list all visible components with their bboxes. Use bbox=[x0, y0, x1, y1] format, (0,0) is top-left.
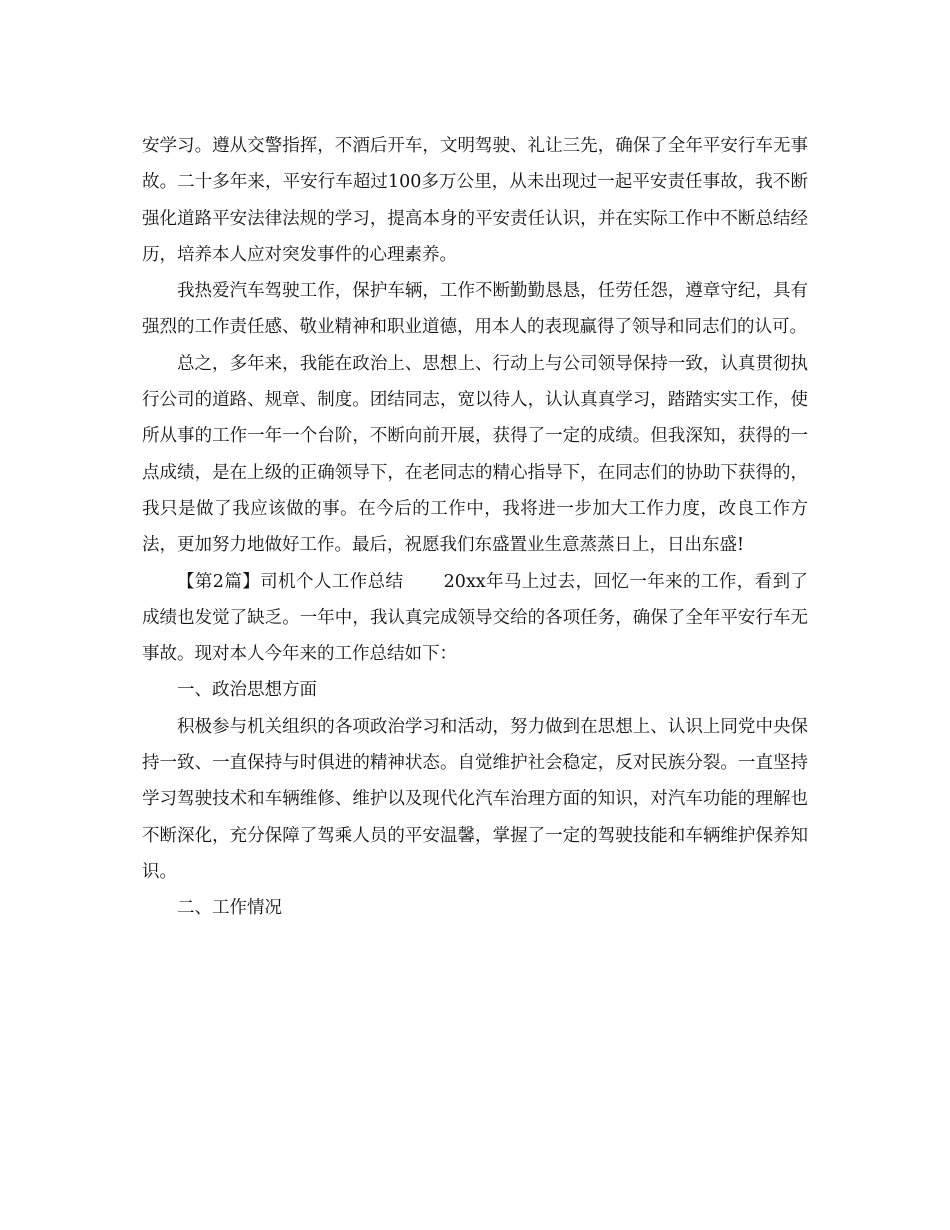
paragraph-love-of-driving: 我热爱汽车驾驶工作，保护车辆，工作不断勤勤恳恳，任劳任怨，遵章守纪，具有强烈的工作责任感、敬业精神和职业道德，用本人的表现赢得了领导和同志们的认可。 bbox=[142, 281, 808, 338]
article-2-intro-text: 20xx年马上过去，回忆一年来的工作，看到了成绩也发觉了缺乏。一年中，我认真完成领导交给的各项任务，确保了全年平安行车无事故。现对本人今年来的工作总结如下： bbox=[142, 571, 808, 665]
section-heading-political-thought: 一、政治思想方面 bbox=[177, 680, 317, 701]
document-body bbox=[142, 128, 808, 927]
paragraph-safe-driving-continued: 安学习。遵从交警指挥，不酒后开车，文明驾驶、礼让三先，确保了全年平安行车无事故。二十多年来，平安行车超过100多万公里，从未出现过一起平安责任事故，我不断强化道路平安法律法规的学习，提高本身的平安责任认识，并在实际工作中不断总结经历，培养本人应对突发事件的心理素养。 bbox=[142, 136, 808, 265]
paragraph-article-2-intro bbox=[142, 564, 808, 673]
section-heading-work-situation: 二、工作情况 bbox=[177, 898, 282, 919]
article-2-heading: 【第2篇】司机个人工作总结 bbox=[177, 571, 404, 592]
paragraph-political-thought: 积极参与机关组织的各项政治学习和活动，努力做到在思想上、认识上同党中央保持一致、一直保持与时俱进的精神状态。自觉维护社会稳定，反对民族分裂。一直坚持学习驾驶技术和车辆维修、维护以及现代化汽车治理方面的知识，对汽车功能的理解也不断深化，充分保障了驾乘人员的平安温馨，掌握了一定的驾驶技能和车辆维护保养知识。 bbox=[142, 716, 808, 882]
paragraph-summary: 总之，多年来，我能在政治上、思想上、行动上与公司领导保持一致，认真贯彻执行公司的道路、规章、制度。团结同志，宽以待人，认认真真学习，踏踏实实工作，使所从事的工作一年一个台阶，不断向前开展，获得了一定的成绩。但我深知，获得的一点成绩，是在上级的正确领导下，在老同志的精心指导下，在同志们的协助下获得的，我只是做了我应该做的事。在今后的工作中，我将进一步加大工作力度，改良工作方法，更加努力地做好工作。最后，祝愿我们东盛置业生意蒸蒸日上，日出东盛! bbox=[142, 353, 808, 556]
